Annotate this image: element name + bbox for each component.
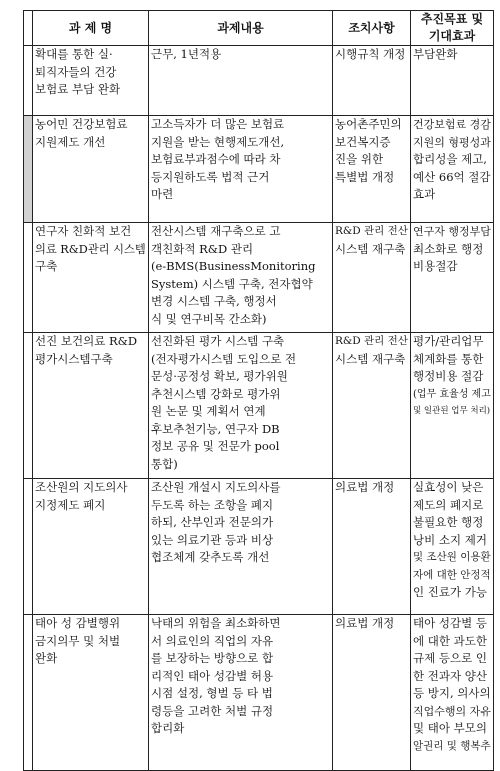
table-row — [24, 116, 494, 223]
cell-text-line: 변경 시스템 구축, 행정서 — [151, 294, 277, 308]
cell-text-line: 원 논문 및 계획서 연계 — [151, 404, 266, 418]
task-name-cell — [33, 46, 149, 116]
cell-text-line: 두도록 하는 조항을 폐지 — [151, 497, 274, 512]
task-content-cell — [149, 615, 333, 771]
cell-text-line: 보험료 부담 완화 — [35, 82, 121, 96]
task-name-cell — [33, 116, 149, 223]
row-marker-cell — [24, 116, 33, 223]
cell-text-line: 조산원의 지도의사 — [35, 480, 128, 494]
cell-text-line: 시스템 재구축 — [335, 351, 406, 366]
cell-text-line: 리적인 태아 성감별 허용 — [151, 668, 274, 683]
cell-text-line: 고소득자가 더 많은 보험료 — [151, 117, 285, 131]
goal-cell — [411, 615, 494, 771]
cell-text-line: 시행규칙 개정 — [335, 47, 406, 61]
cell-text-line: 후보추천기능, 연구자 DB — [151, 421, 280, 436]
task-content-cell — [149, 116, 333, 223]
cell-text-line: 선진화된 평가 시스템 구축 — [151, 334, 285, 348]
cell-text-line: 부담완화 — [413, 47, 458, 61]
cell-text-line: 에 대한 과도한 — [413, 633, 487, 648]
cell-text-line: 지원을 받는 현행제도개선, — [151, 134, 285, 149]
cell-text-line: 정보 공유 및 전문가 pool — [151, 439, 280, 453]
goal-cell — [411, 116, 494, 223]
cell-text-line: 등지원하도록 법적 근거 — [151, 169, 270, 184]
cell-text-line: 통합) — [151, 456, 178, 471]
cell-text-line: 합리화 — [151, 721, 185, 735]
cell-text-line: 전산시스템 재구축으로 고 — [151, 224, 281, 238]
cell-text-line: 낭비 소지 제거 — [413, 532, 487, 547]
cell-text-line: 진을 위한 — [335, 152, 384, 166]
cell-text-line: 객친화적 R&D 관리 — [151, 241, 254, 256]
cell-text-line: 효과 — [413, 187, 436, 201]
task-name-cell — [33, 479, 149, 615]
header-action: 조치사항 — [333, 11, 411, 46]
task-name-cell — [33, 333, 149, 479]
table-row — [24, 46, 494, 116]
cell-text-line: 지원제도 개선 — [35, 134, 106, 149]
cell-text-line: 연구자 행정부담 — [413, 225, 491, 238]
cell-text-line: System) 시스템 구축, 전자협약 — [151, 276, 313, 291]
action-cell — [333, 116, 411, 223]
cell-text-line: 낙태의 위험을 최소화하면 — [151, 616, 281, 630]
cell-text-line: 지정제도 폐지 — [35, 497, 106, 512]
cell-text-line: 마련 — [151, 187, 174, 201]
cell-text-line: 농어촌주민의 — [335, 117, 402, 131]
cell-text-line: 추천시스템 강화로 평가위 — [151, 386, 281, 401]
cell-text-line: (업무 효율성 제고 — [413, 388, 491, 400]
cell-text-line: 불필요한 행정 — [413, 515, 484, 529]
cell-text-line: 협조체계 갖추도록 개선 — [151, 550, 270, 564]
cell-text-line: 시점 설정, 형벌 등 타 법 — [151, 686, 273, 700]
cell-text-line: 보험료부과점수에 따라 차 — [151, 152, 281, 166]
action-cell — [333, 223, 411, 333]
cell-text-line: 인 진료가 가능 — [413, 585, 487, 599]
cell-text-line: 확대를 통한 실· — [35, 47, 113, 61]
row-marker-cell — [24, 333, 33, 479]
cell-text-line: 의료 R&D관리 시스템 — [35, 242, 146, 256]
task-content-cell — [149, 46, 333, 116]
task-name-cell — [33, 223, 149, 333]
cell-text-line: 및 일관된 업무 처리) — [413, 406, 491, 416]
cell-text-line: (전자평가시스템 도입으로 전 — [151, 351, 297, 366]
cell-text-line: 실효성이 낮은 — [413, 480, 484, 494]
goal-cell — [411, 333, 494, 479]
cell-text-line: 의료법 개정 — [335, 616, 395, 630]
row-marker-cell — [24, 479, 33, 615]
cell-text-line: 체계화를 통한 — [413, 351, 484, 366]
reform-task-table — [23, 10, 494, 771]
goal-cell — [411, 46, 494, 116]
header-task-name: 과 제 명 — [33, 11, 149, 46]
cell-text-line: 를 보장하는 방향으로 합 — [151, 651, 274, 665]
header-goal: 추진목표 및 기대효과 — [411, 11, 494, 46]
goal-cell — [411, 223, 494, 333]
cell-text-line: 령등을 고려한 처벌 규정 — [151, 703, 274, 718]
task-content-cell — [149, 479, 333, 615]
row-marker-cell — [24, 46, 33, 116]
cell-text-line: 한 전과자 양산 — [413, 668, 487, 683]
task-content-cell — [149, 333, 333, 479]
table-row — [24, 223, 494, 333]
header-task-content: 과제내용 — [149, 11, 333, 46]
cell-text-line: 예산 66억 절감 — [413, 169, 491, 184]
cell-text-line: 직업수행의 자유 — [413, 704, 491, 718]
cell-text-line: 의료법 개정 — [335, 480, 395, 494]
cell-text-line: 선진 보건의료 R&D — [35, 334, 138, 348]
cell-text-line: 태아 성감별 등 — [413, 616, 487, 630]
cell-text-line: 지원의 형평성과 — [413, 135, 491, 149]
cell-text-line: 평가/관리업무 — [413, 334, 484, 348]
cell-text-line: 연구자 친화적 보건 — [35, 224, 132, 238]
cell-text-line: 식 및 연구비목 간소화) — [151, 311, 267, 326]
cell-text-line: 태아 성 감별행위 — [35, 616, 121, 630]
cell-text-line: (e-BMS(BusinessMonitoring — [151, 259, 316, 273]
cell-text-line: 특별법 개정 — [335, 169, 395, 184]
action-cell — [333, 479, 411, 615]
cell-text-line: 및 조산원 이용환 — [413, 551, 491, 563]
cell-text-line: R&D 관리 전산 — [335, 335, 408, 347]
cell-text-line: 최소화로 행정 — [413, 241, 484, 256]
cell-text-line: 있는 의료기관 등과 비상 — [151, 532, 274, 547]
cell-text-line: 근무, 1년적용 — [151, 47, 222, 61]
cell-text-line: 비용절감 — [413, 259, 458, 273]
cell-text-line: 평가시스템구축 — [35, 351, 113, 366]
table-row — [24, 615, 494, 771]
cell-text-line: 금지의무 및 처벌 — [35, 633, 121, 648]
row-marker-cell — [24, 223, 33, 333]
cell-text-line: 알권리 및 행복추 — [413, 739, 491, 752]
cell-text-line: 규제 등으로 인 — [413, 651, 487, 665]
cell-text-line: R&D 관리 전산 — [335, 225, 408, 237]
cell-text-line: 시스템 재구축 — [335, 241, 406, 256]
goal-cell — [411, 479, 494, 615]
task-content-cell — [149, 223, 333, 333]
action-cell — [333, 615, 411, 771]
cell-text-line: 및 태아 부모의 — [413, 721, 487, 735]
table-row — [24, 479, 494, 615]
action-cell — [333, 333, 411, 479]
cell-text-line: 보건복지증 — [335, 134, 391, 149]
cell-text-line: 하되, 산부인과 전문의가 — [151, 515, 274, 529]
cell-text-line: 농어민 건강보험료 — [35, 117, 128, 131]
cell-text-line: 합리성을 제고, — [413, 152, 487, 166]
cell-text-line: 등 방지, 의사의 — [413, 686, 491, 700]
cell-text-line: 퇴직자들의 건강 — [35, 64, 117, 79]
table-header-row — [24, 11, 494, 46]
task-name-cell — [33, 615, 149, 771]
header-marker-cell — [24, 11, 33, 46]
cell-text-line: 제도의 폐지로 — [413, 497, 484, 512]
cell-text-line: 행정비용 절감 — [413, 369, 484, 383]
cell-text-line: 완화 — [35, 651, 58, 665]
cell-text-line: 자에 대한 안정적 — [413, 568, 491, 581]
action-cell — [333, 46, 411, 116]
cell-text-line: 조산원 개설시 지도의사를 — [151, 480, 281, 494]
table-row — [24, 333, 494, 479]
cell-text-line: 구축 — [35, 259, 58, 273]
cell-text-line: 문성·공정성 확보, 평가위원 — [151, 369, 288, 383]
cell-text-line: 건강보험료 경감 — [413, 118, 491, 131]
cell-text-line: 서 의료인의 직업의 자유 — [151, 633, 274, 648]
row-marker-cell — [24, 615, 33, 771]
